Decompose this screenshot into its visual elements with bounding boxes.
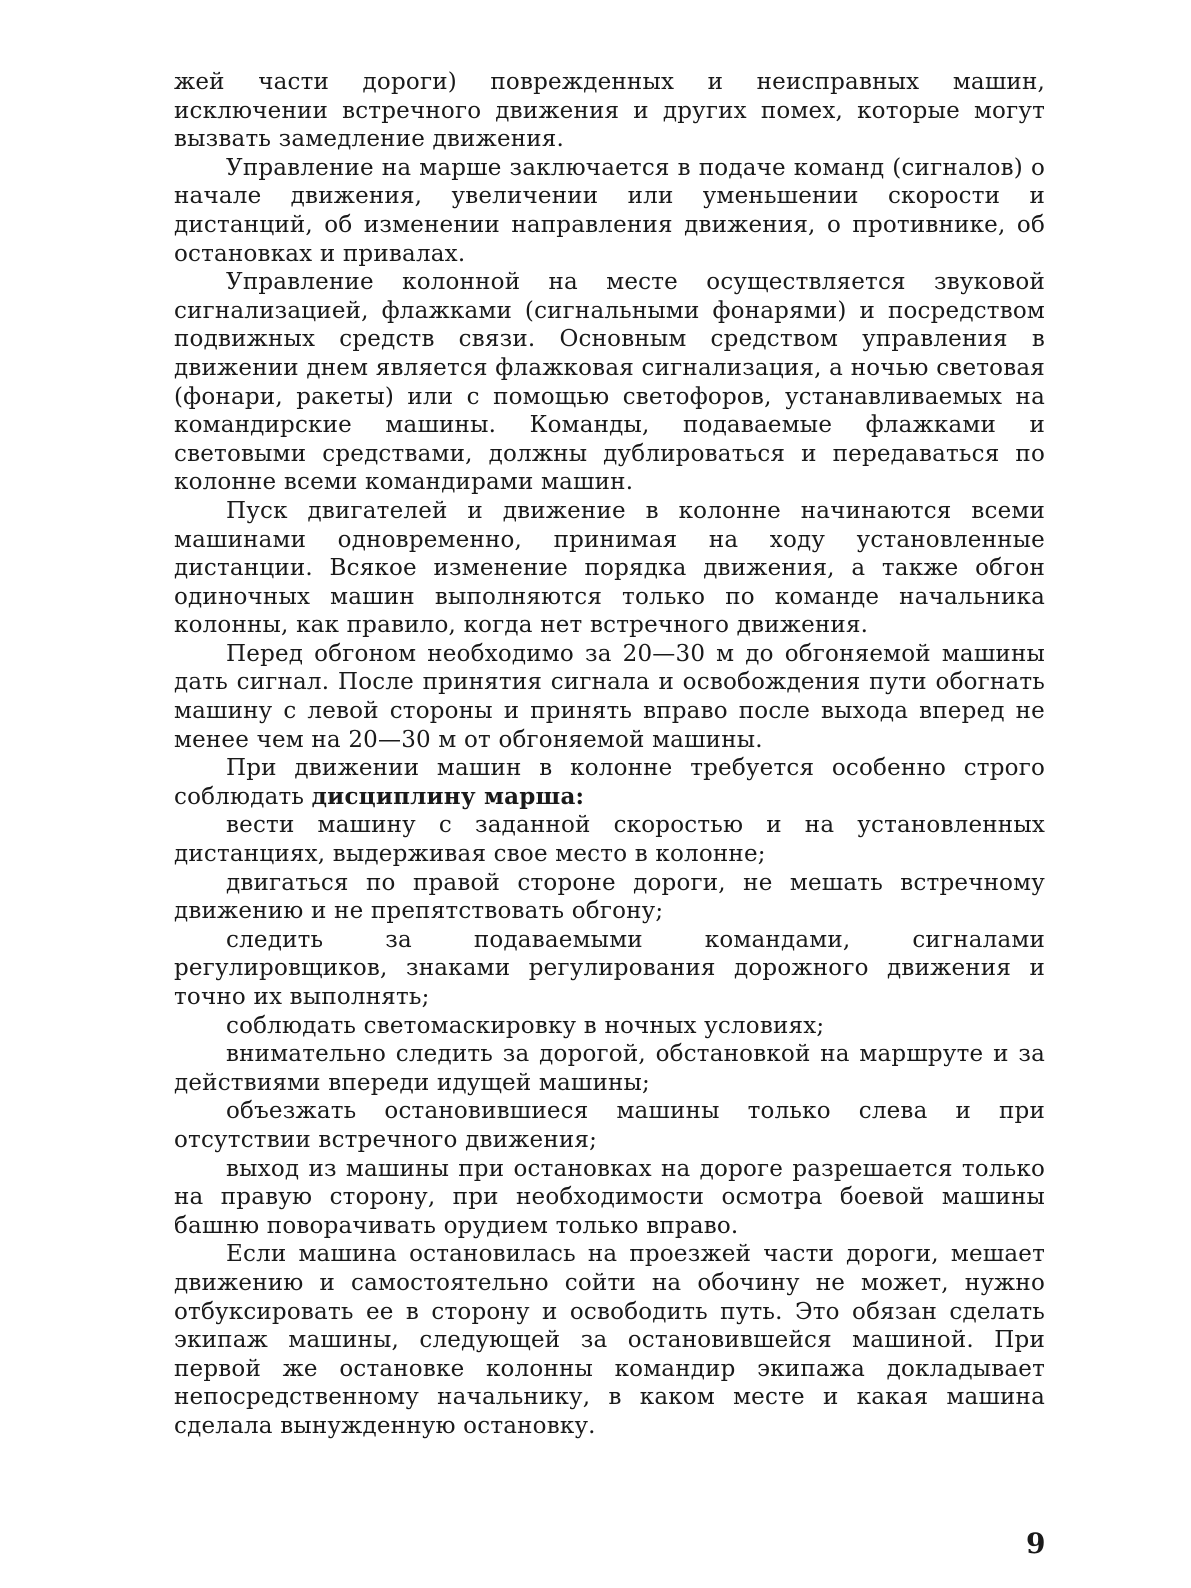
paragraph: Перед обгоном необходимо за 20—30 м до обгоняемой машины дать сигнал. После принятия сигнала и освобождения пути обогнать машину с левой стороны и принять вправо после выхода вперед не менее чем на 20—30 м от обгоняемой машины.	[174, 640, 1045, 753]
page-number: 9	[1026, 1527, 1046, 1560]
list-item: внимательно следить за дорогой, обстановкой на маршруте и за действиями впереди идущей машины;	[174, 1041, 1045, 1096]
paragraph: Управление на марше заключается в подаче команд (сигналов) о начале движения, увеличении или уменьшении скорости и дистанций, об изменении направления движения, о противнике, об остановках и привалах.	[174, 154, 1045, 267]
list-item: объезжать остановившиеся машины только слева и при отсутствии встречного движения;	[174, 1098, 1045, 1153]
emphasis-term: дисциплину марша:	[311, 782, 585, 810]
list-item: соблюдать светомаскировку в ночных условиях;	[226, 1012, 825, 1039]
paragraph: Пуск двигателей и движение в колонне начинаются всеми машинами одновременно, принимая на ходу установленные дистанции. Всякое изменение порядка движения, а также обгон одиночных машин выполняются только по команде начальника колонны, как правило, когда нет встречного движения.	[174, 497, 1045, 639]
paragraph: Управление колонной на месте осуществляется звуковой сигнализацией, флажками (сигнальными фонарями) и посредством подвижных средств связи. Основным средством управления в движении днем является флажковая сигнализация, а ночью световая (фонари, ракеты) или с помощью светофоров, устанавливаемых на командирские машины. Команды, подаваемые флажками и световыми средствами, должны дублироваться и передаваться по колонне всеми командирами машин.	[174, 269, 1045, 496]
body-text	[174, 68, 1045, 1441]
paragraph-text: При движении машин в колонне требуется особенно строго соблюдать	[174, 755, 1045, 810]
list-item: следить за подаваемыми командами, сигналами регулировщиков, знаками регулирования дорожного движения и точно их выполнять;	[174, 926, 1045, 1010]
paragraph: Если машина остановилась на проезжей части дороги, мешает движению и самостоятельно сойти на обочину не может, нужно отбуксировать ее в сторону и освободить путь. Это обязан сделать экипаж машины, следующей за остановившейся машиной. При первой же остановке колонны командир экипажа докладывает непосредственному начальнику, в каком месте и какая машина сделала вынужденную остановку.	[174, 1241, 1045, 1439]
list-item: вести машину с заданной скоростью и на установленных дистанциях, выдерживая свое место в колонне;	[174, 812, 1045, 868]
list-item: двигаться по правой стороне дороги, не мешать встречному движению и не препятствовать обгону;	[174, 869, 1045, 925]
paragraph-march-discipline	[174, 754, 1045, 811]
paragraph: жей части дороги) поврежденных и неисправных машин, исключении встречного движения и других помех, которые могут вызвать замедление движения.	[174, 69, 1045, 153]
list-item: выход из машины при остановках на дороге разрешается только на правую сторону, при необходимости осмотра боевой машины башню поворачивать орудием только вправо.	[174, 1155, 1045, 1239]
